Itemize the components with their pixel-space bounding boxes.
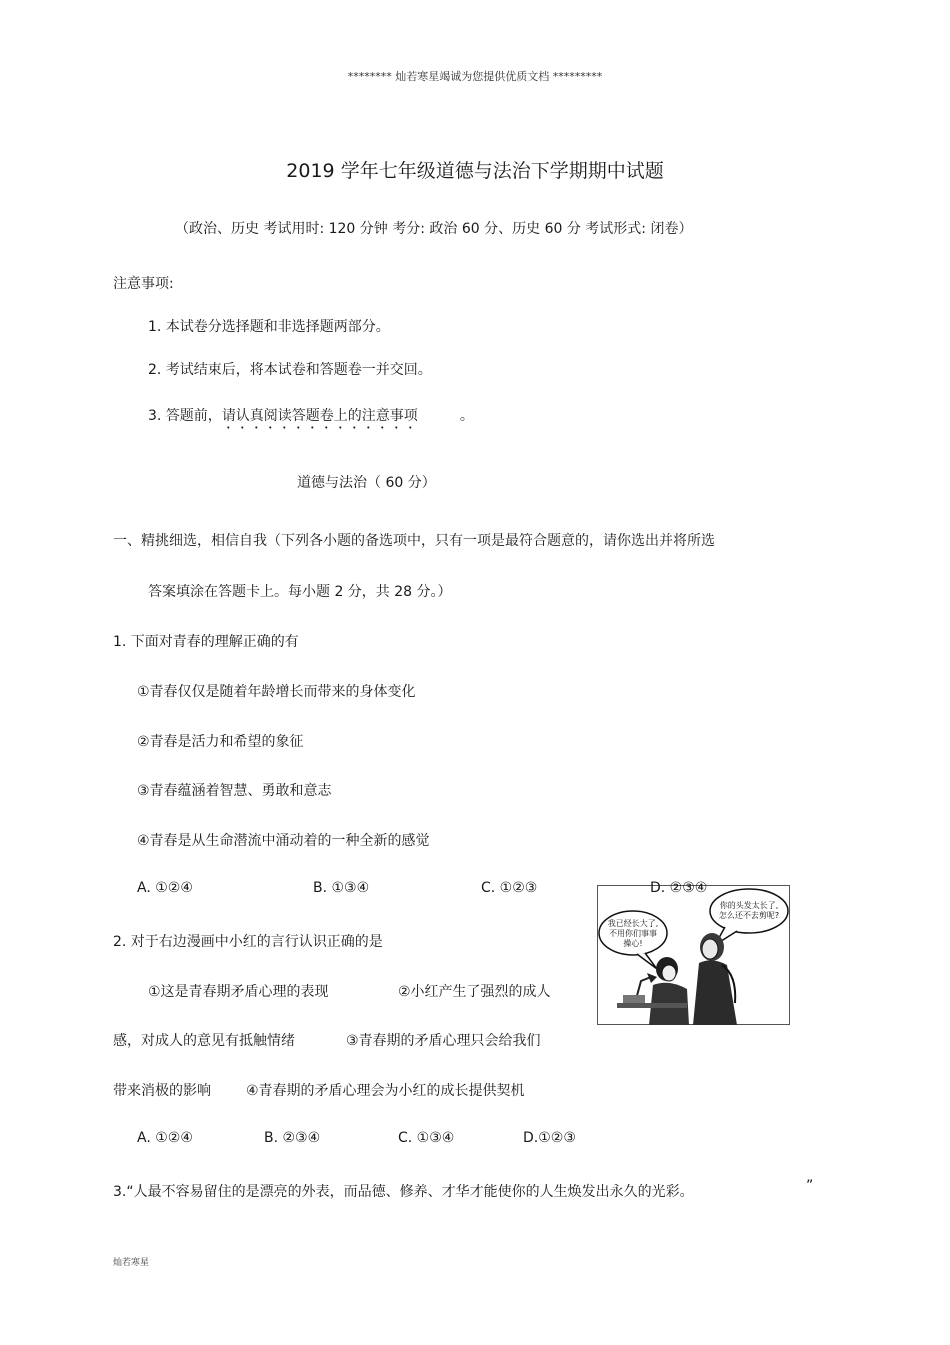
q2-stem: 2. 对于右边漫画中小红的言行认识正确的是: [113, 934, 383, 950]
q3-close-quote: ”: [806, 1178, 814, 1194]
bubble-left-line2: 不用你们事事: [609, 929, 657, 938]
q2-option-d: D.①②③: [523, 1130, 576, 1146]
q1-option-a: A. ①②④: [137, 880, 193, 896]
bubble-right-line1: 你的头发太长了,: [719, 901, 779, 910]
q2-option-c: C. ①③④: [398, 1130, 455, 1146]
cartoon-illustration: [597, 885, 790, 1025]
notice-item-3-emphasis: 请认真阅读答题卷上的注意事项: [221, 408, 418, 424]
q1-statement-1: ①青春仅仅是随着年龄增长而带来的身体变化: [137, 684, 416, 700]
q2-statement-3-part2: 带来消极的影响: [113, 1083, 211, 1099]
exam-title: 2019 学年七年级道德与法治下学期期中试题: [286, 160, 664, 182]
q1-option-c: C. ①②③: [481, 880, 538, 896]
notice-heading: 注意事项:: [113, 276, 174, 292]
q1-statement-4: ④青春是从生命潜流中涌动着的一种全新的感觉: [137, 833, 430, 849]
page-header: ******** 灿若寒星竭诚为您提供优质文档 *********: [347, 70, 603, 83]
q1-stem: 1. 下面对青春的理解正确的有: [113, 634, 299, 650]
bubble-left-line1: 我已经长大了,: [607, 919, 659, 928]
exam-subtitle: （政治、历史 考试用时: 120 分钟 考分: 政治 60 分、历史 60 分 考试形式: 闭卷）: [175, 221, 693, 237]
q3-stem: 3.“人最不容易留住的是漂亮的外表，而品德、修养、才华才能使你的人生焕发出永久的光彩。: [113, 1184, 694, 1200]
q1-statement-3: ③青春蕴涵着智慧、勇敢和意志: [137, 783, 332, 799]
q2-statement-2-part2: 感，对成人的意见有抵触情绪: [113, 1033, 295, 1049]
notice-item-2: 2. 考试结束后，将本试卷和答题卷一并交回。: [148, 362, 432, 378]
bubble-left-line3: 操心!: [623, 939, 643, 948]
part1-instructions-line2: 答案填涂在答题卡上。每小题 2 分，共 28 分。）: [148, 584, 452, 600]
q1-option-b: B. ①③④: [313, 880, 370, 896]
page-footer: 灿若寒星: [113, 1258, 150, 1268]
q2-statement-2-part1: ②小红产生了强烈的成人: [398, 984, 551, 1000]
q2-statement-3-part1: ③青春期的矛盾心理只会给我们: [346, 1033, 541, 1049]
q2-option-b: B. ②③④: [264, 1130, 321, 1146]
part1-instructions-line1: 一、精挑细选，相信自我（下列各小题的备选项中，只有一项是最符合题意的，请你选出并将所选: [113, 533, 715, 549]
q1-option-d: D. ②③④: [650, 880, 708, 896]
bubble-right-line2: 怎么还不去剪呢?: [718, 911, 780, 920]
q2-statement-4: ④青春期的矛盾心理会为小红的成长提供契机: [246, 1083, 525, 1099]
notice-item-3-prefix: 3. 答题前，: [148, 408, 222, 424]
section-title: 道德与法治（ 60 分）: [297, 475, 436, 491]
notice-item-3-end: 。: [459, 408, 474, 424]
notice-item-3: [148, 405, 474, 432]
notice-item-1: 1. 本试卷分选择题和非选择题两部分。: [148, 319, 390, 335]
q1-statement-2: ②青春是活力和希望的象征: [137, 734, 304, 750]
q2-option-a: A. ①②④: [137, 1130, 193, 1146]
q2-statement-1: ①这是青春期矛盾心理的表现: [148, 984, 329, 1000]
